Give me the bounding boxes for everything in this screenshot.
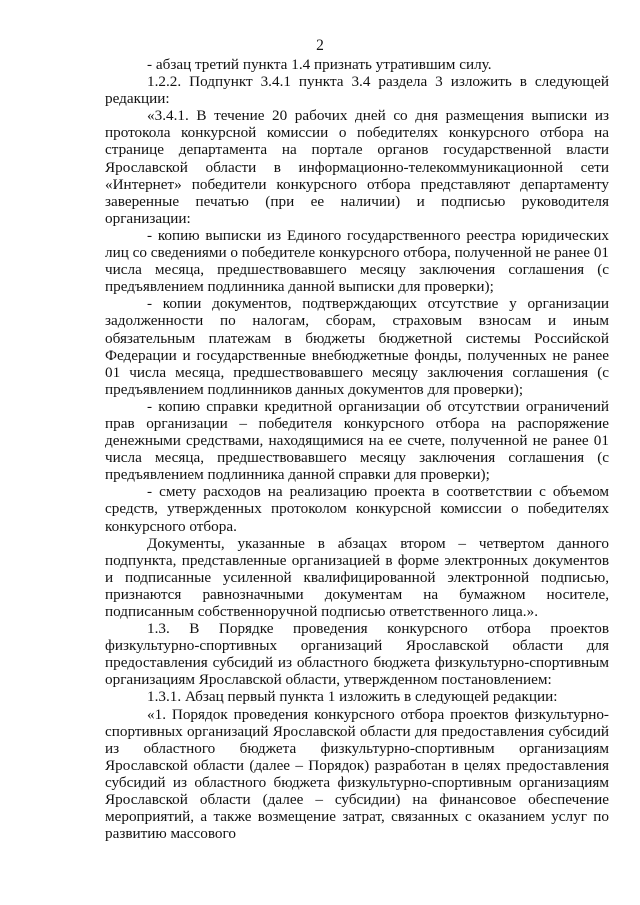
paragraph: - абзац третий пункта 1.4 признать утратившим силу. [147, 56, 492, 73]
paragraph: 1.2.2. Подпункт 3.4.1 пункта 3.4 раздела 3 изложить в следующей редакции: [105, 73, 609, 108]
page-number: 2 [316, 37, 324, 54]
paragraph: - копию справки кредитной организации об отсутствии ограничений прав организации – победителя конкурсного отбора на распоряжение денежными средствами, находящимися на ее счете, полученной не ранее 01 числа месяца, предшествовавшего месяцу заключения соглашения (с предъявлением подлинника данной справки для проверки); [105, 397, 609, 484]
paragraph: Документы, указанные в абзацах втором – четвертом данного подпункта, представленные организацией в форме электронных документов и подписанные усиленной квалифицированной электронной подписью, признаются равнозначными документам на бумажном носителе, подписанным собственноручной подписью ответственного лица.». [105, 534, 609, 620]
paragraph: «3.4.1. В течение 20 рабочих дней со дня размещения выписки из протокола конкурсной комиссии о победителях конкурсного отбора на странице департамента на портале органов государственной власти Ярославской области в информационно-телекоммуникационной сети «Интернет» победители конкурсного отбора представляют департаменту заверенные печатью (при ее наличии) и подписью руководителя организации: [105, 107, 609, 227]
paragraph: «1. Порядок проведения конкурсного отбора проектов физкультурно-спортивных организаций Ярославской области для предоставления субсидий из областного бюджета физкультурно-спортивным организациям Ярославской области (далее – Порядок) разработан в целях предоставления субсидий из областного бюджета физкультурно-спортивным организациям Ярославской области (далее – субсидии) на финансовое обеспечение мероприятий, а также возмещение затрат, связанных с оказанием услуг по развитию массового [105, 705, 609, 843]
paragraph: - смету расходов на реализацию проекта в соответствии с объемом средств, утвержденных протоколом конкурсной комиссии о победителях конкурсного отбора. [105, 483, 609, 535]
paragraph: 1.3.1. Абзац первый пункта 1 изложить в следующей редакции: [147, 688, 558, 706]
document-body [105, 56, 609, 842]
paragraph: 1.3. В Порядке проведения конкурсного отбора проектов физкультурно-спортивных организаций Ярославской области для предоставления субсидий из областного бюджета физкультурно-спортивным организациям Ярославской области, утвержденном постановлением: [105, 620, 609, 689]
paragraph: - копию выписки из Единого государственного реестра юридических лиц со сведениями о победителе конкурсного отбора, полученной не ранее 01 числа месяца, предшествовавшего месяцу заключения соглашения (с предъявлением подлинника данной выписки для проверки); [105, 226, 610, 296]
paragraph: - копии документов, подтверждающих отсутствие у организации задолженности по налогам, сборам, страховым взносам и иным обязательным платежам в бюджеты бюджетной системы Российской Федерации и государственные внебюджетные фонды, полученных не ранее 01 числа месяца, предшествовавшего месяцу заключения соглашения (с предъявлением подлинников данных документов для проверки); [105, 295, 609, 398]
